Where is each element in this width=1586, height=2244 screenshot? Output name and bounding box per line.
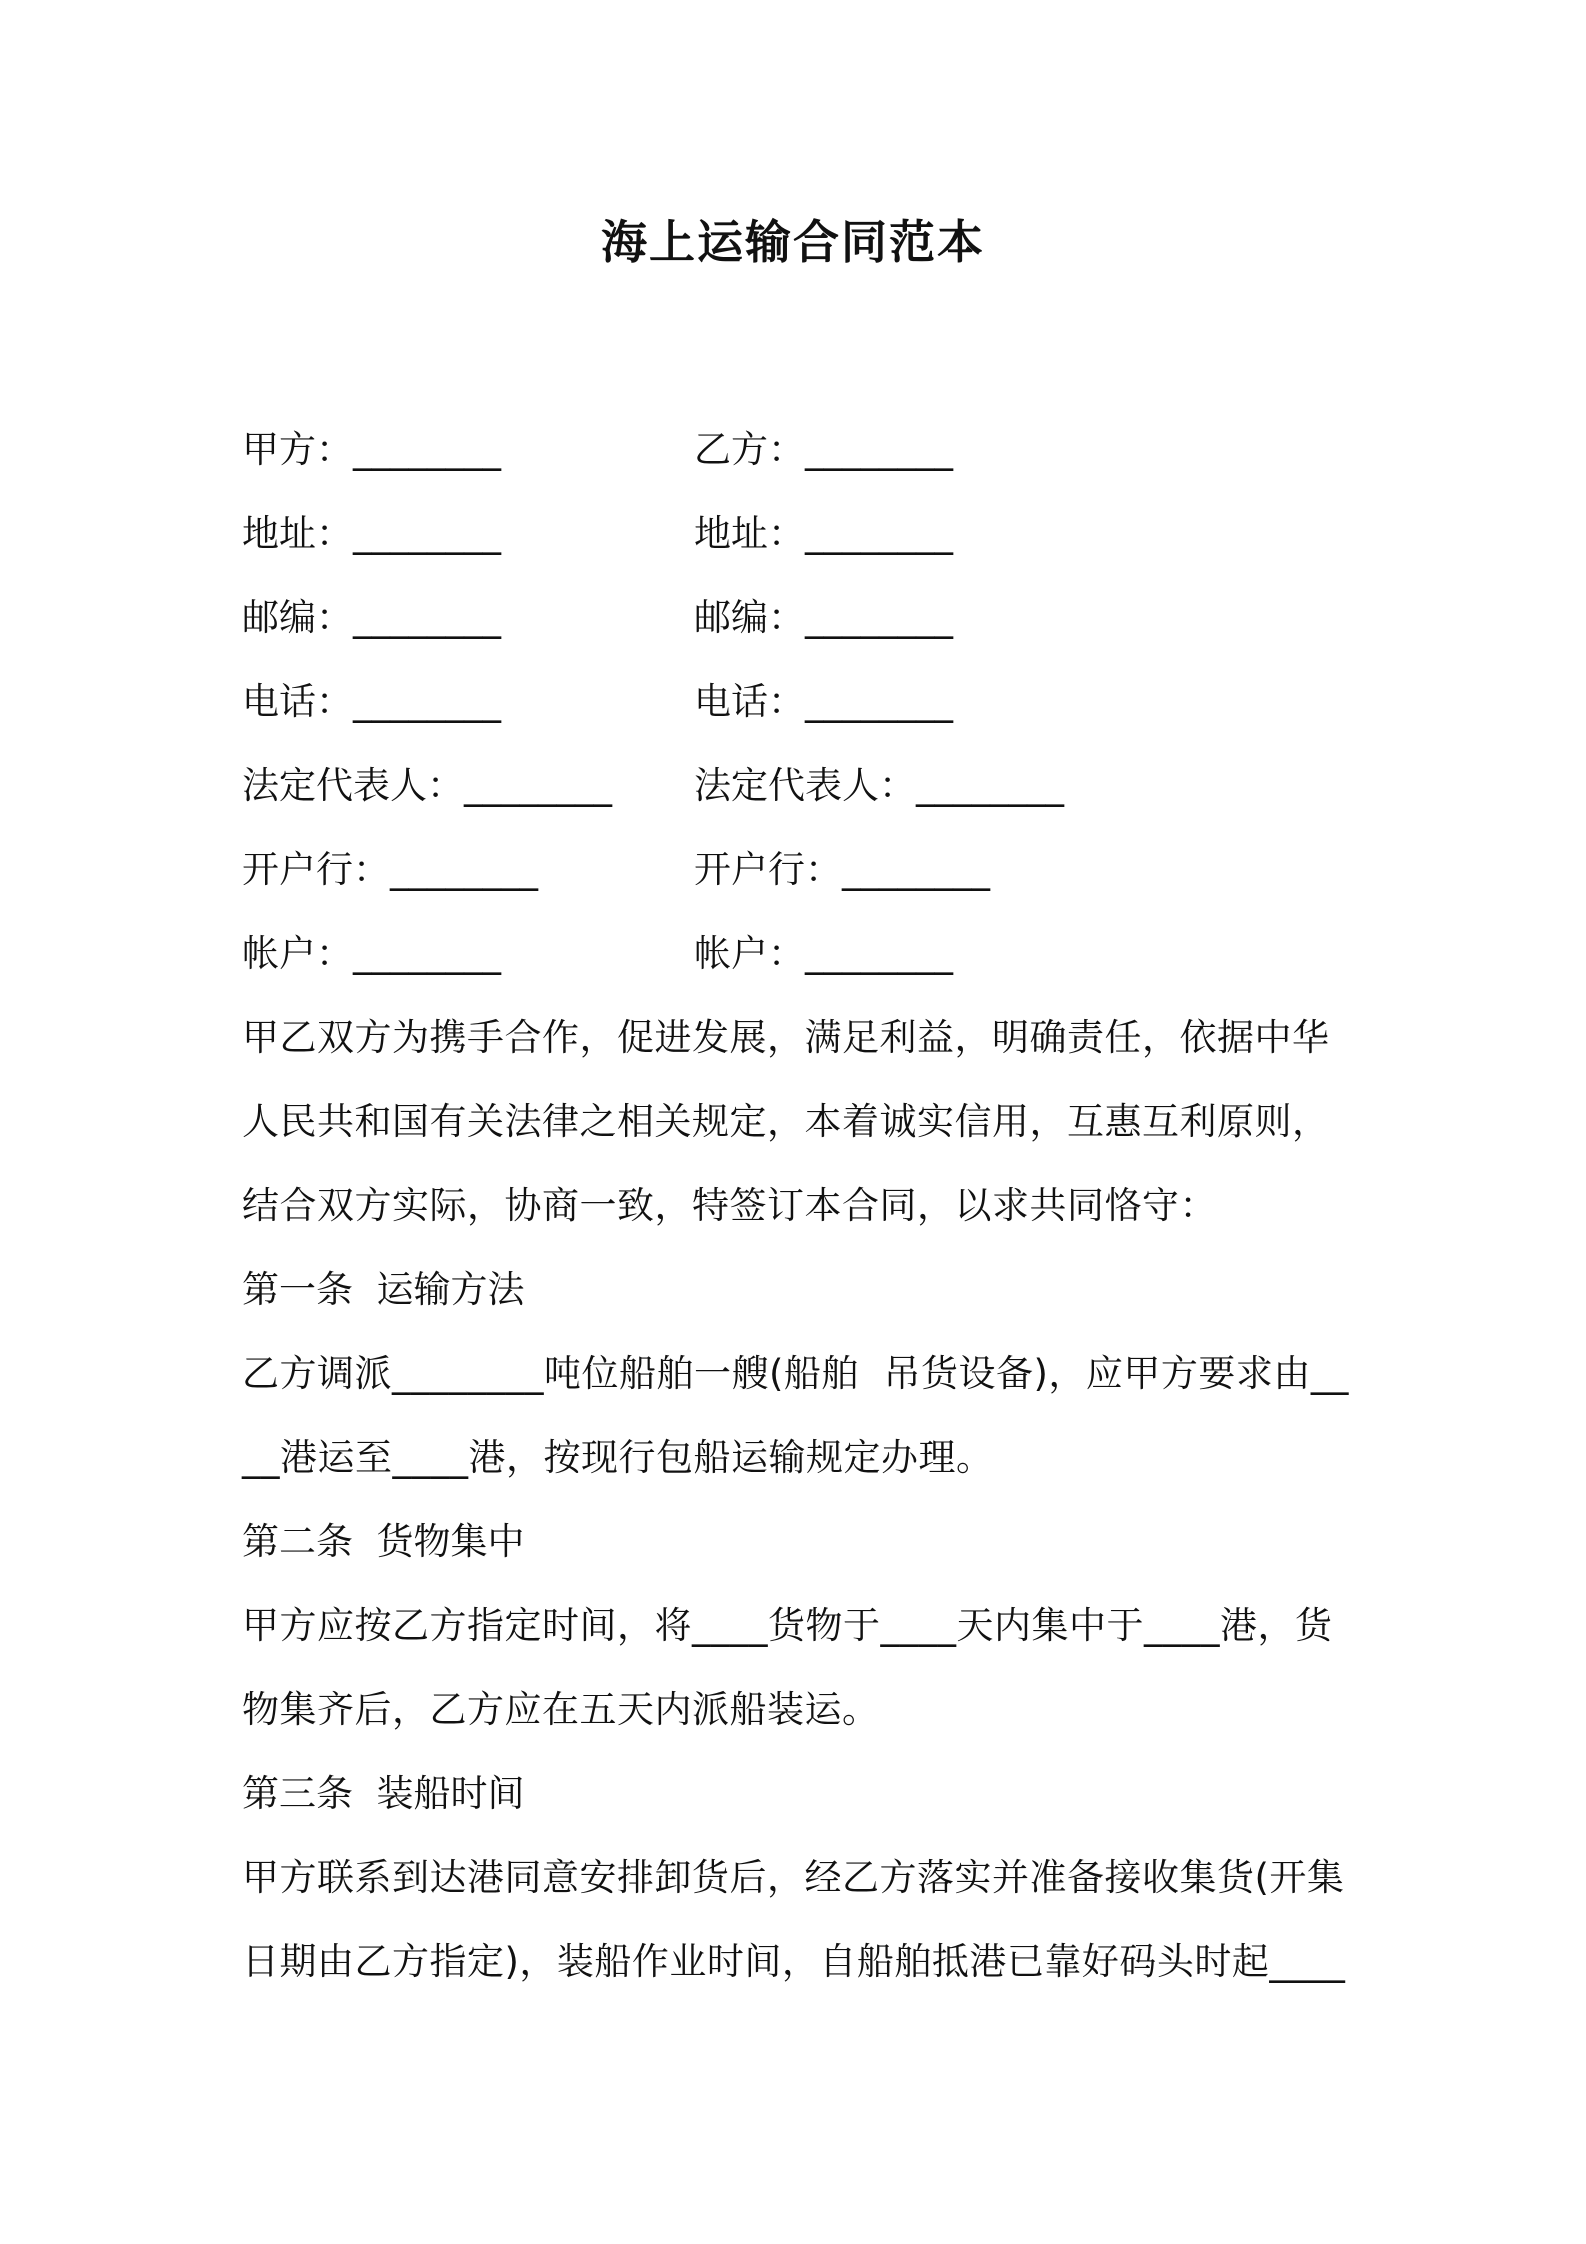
article-2-heading: 第二条 货物集中 [242,1520,525,1563]
party-a-bank: 开户行：________ [242,848,538,891]
party-a-postcode: 邮编：________ [242,596,501,639]
document-title: 海上运输合同范本 [601,215,985,269]
document-body [242,408,1362,2004]
party-a-phone: 电话：________ [242,680,501,723]
party-b-name: 乙方：________ [694,428,953,471]
article-1-body: 乙方调派________吨位船舶一艘(船舶 吊货设备)，应甲方要求由____港运至____港，按现行包船运输规定办理。 [242,1352,1349,1479]
party-row-phone [242,660,1362,744]
article-3-body: 甲方联系到达港同意安排卸货后，经乙方落实并准备接收集货(开集日期由乙方指定)，装船作业时间，自船舶抵港已靠好码头时起____ [242,1856,1346,1983]
preamble-paragraph: 甲乙双方为携手合作，促进发展，满足利益，明确责任，依据中华人民共和国有关法律之相关规定，本着诚实信用，互惠互利原则，结合双方实际，协商一致，特签订本合同，以求共同恪守： [242,1016,1330,1227]
party-row-legal-representative [242,744,1362,828]
party-b-legal-representative: 法定代表人：________ [694,764,1064,807]
party-a-address: 地址：________ [242,512,501,555]
party-b-address: 地址：________ [694,512,953,555]
article-2-body: 甲方应按乙方指定时间，将____货物于____天内集中于____港，货物集齐后，乙方应在五天内派船装运。 [242,1604,1333,1731]
party-a-legal-representative: 法定代表人：________ [242,764,612,807]
party-a-name: 甲方：________ [242,428,501,471]
party-info-table [242,408,1362,996]
party-b-phone: 电话：________ [694,680,953,723]
party-row-account [242,912,1362,996]
article-1-heading: 第一条 运输方法 [242,1268,525,1311]
party-row-bank [242,828,1362,912]
article-3-heading: 第三条 装船时间 [242,1772,525,1815]
party-b-postcode: 邮编：________ [694,596,953,639]
party-row-address [242,492,1362,576]
party-a-account: 帐户：________ [242,932,501,975]
party-row-party [242,408,1362,492]
party-b-account: 帐户：________ [694,932,953,975]
party-b-bank: 开户行：________ [694,848,990,891]
party-row-postcode [242,576,1362,660]
